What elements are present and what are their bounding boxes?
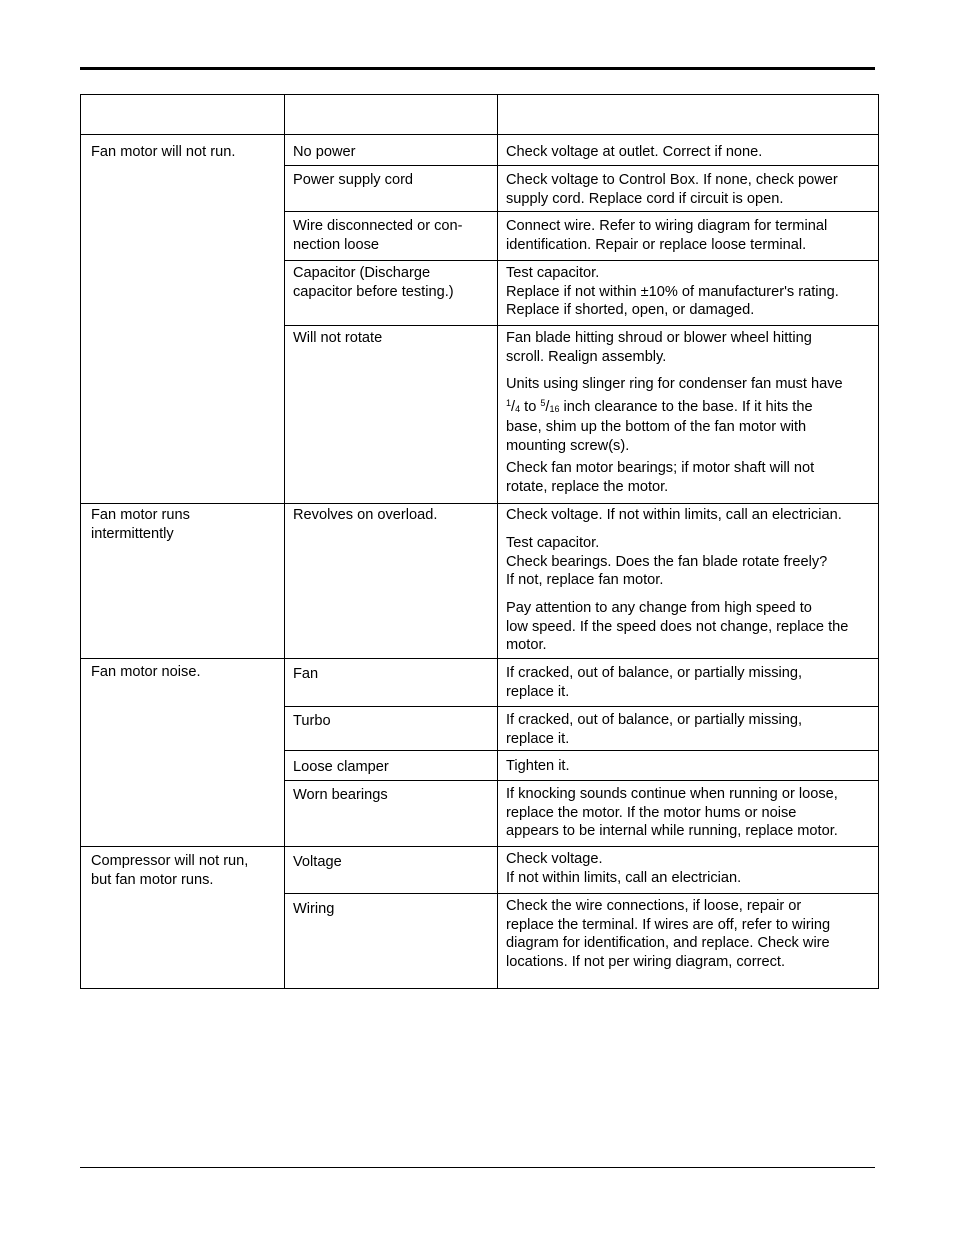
action-text: identification. Repair or replace loose terminal. [506,236,807,253]
action-text: replace it. [506,730,570,747]
action-cell [506,171,838,208]
action-text: replace the terminal. If wires are off, refer to wiring [506,916,831,933]
troubleshooting-table [80,94,879,989]
action-cell [506,375,843,455]
action-text: If not, replace fan motor. [506,572,664,589]
action-cell [506,711,802,748]
action-text: low speed. If the speed does not change, replace the [506,618,849,635]
sub-row-divider [285,165,878,166]
action-cell [506,757,570,776]
problem-text: but fan motor runs. [91,871,214,888]
action-text: Check bearings. Does the fan blade rotate freely? [506,553,828,570]
fraction-numerator: 1 [506,397,512,408]
cause-cell [293,665,318,684]
action-text: Pay attention to any change from high speed to [506,600,812,616]
sub-row-divider [285,893,878,894]
cause-cell [293,712,331,731]
action-text: diagram for identification, and replace. Check wire [506,935,830,952]
action-cell [506,329,812,366]
action-text: inch clearance to the base. If it hits the [559,398,813,415]
action-cell [506,143,762,162]
bottom-rule [80,1167,875,1168]
action-text: replace the motor. If the motor hums or noise [506,804,797,821]
problem-cell [91,663,201,682]
fraction-numerator: 5 [540,397,546,408]
action-text: scroll. Realign assembly. [506,348,667,365]
action-text: to [520,398,541,415]
cause-text: Wiring [293,901,335,917]
action-text: Check voltage. If not within limits, call an electrician. [506,507,842,523]
action-text: Tighten it. [506,758,570,774]
cause-cell [293,143,355,162]
action-cell [506,217,827,254]
action-text: base, shim up the bottom of the fan motor with [506,419,807,436]
action-text: rotate, replace the motor. [506,478,669,495]
column-divider [284,95,285,988]
action-text: Replace if not within ±10% of manufacturer's rating. [506,283,839,300]
cause-text: Will not rotate [293,330,383,346]
problem-text: intermittently [91,525,174,542]
action-text: Units using slinger ring for condenser fan must have [506,376,843,392]
problem-cell [91,506,190,543]
action-cell [506,785,838,841]
sub-row-divider [285,706,878,707]
problem-text: Fan motor will not run. [91,144,236,160]
fraction-denominator: 4 [515,403,521,414]
action-cell [506,897,830,971]
cause-cell [293,264,454,301]
cause-text: Voltage [293,854,342,870]
row-divider [81,658,878,659]
cause-text: capacitor before testing.) [293,283,454,300]
action-text: appears to be internal while running, replace motor. [506,823,838,840]
cause-text: Turbo [293,713,331,729]
cause-cell [293,900,334,919]
cause-text: Power supply cord [293,172,414,188]
cause-cell [293,217,463,254]
action-cell [506,850,741,887]
sub-row-divider [285,750,878,751]
action-text: mounting screw(s). [506,437,630,454]
action-text: If cracked, out of balance, or partially missing, [506,712,803,728]
action-text: replace it. [506,683,570,700]
action-text: Check the wire connections, if loose, repair or [506,898,802,914]
action-cell [506,264,839,320]
action-cell [506,506,842,525]
action-cell [506,534,827,590]
cause-cell [293,853,342,872]
sub-row-divider [285,211,878,212]
action-text: Check voltage to Control Box. If none, check power [506,172,838,188]
cause-cell [293,329,382,348]
action-text: motor. [506,637,547,654]
action-text: supply cord. Replace cord if circuit is open. [506,190,784,207]
cause-text: Capacitor (Discharge [293,265,431,281]
action-text: $^1$/4 to $^5$/16 inch clearance to the base. If it hits the [506,397,813,415]
row-divider [81,846,878,847]
cause-cell [293,786,388,805]
problem-text: Fan motor noise. [91,664,201,680]
row-divider [81,134,878,135]
action-cell [506,664,802,701]
cause-cell [293,758,389,777]
action-text: Check fan motor bearings; if motor shaft will not [506,460,815,476]
cause-text: nection loose [293,236,380,253]
action-text: If not within limits, call an electrician. [506,869,742,886]
action-text: If knocking sounds continue when running or loose, [506,786,838,802]
problem-text: Compressor will not run, [91,853,249,869]
action-text: Connect wire. Refer to wiring diagram for terminal [506,218,828,234]
cause-text: Fan [293,666,319,682]
action-text: Test capacitor. [506,265,600,281]
action-text: Test capacitor. [506,535,600,551]
sub-row-divider [285,780,878,781]
sub-row-divider [285,260,878,261]
cause-text: No power [293,144,356,160]
column-divider [497,95,498,988]
cause-text: Revolves on overload. [293,507,438,523]
problem-cell [91,852,248,889]
row-divider [81,503,878,504]
problem-text: Fan motor runs [91,507,190,523]
fraction-denominator: 16 [549,403,560,414]
action-text: Replace if shorted, open, or damaged. [506,302,755,319]
cause-text: Worn bearings [293,787,388,803]
cause-text: Loose clamper [293,759,389,775]
action-cell [506,459,814,496]
action-text: Check voltage. [506,851,603,867]
action-text: If cracked, out of balance, or partially missing, [506,665,803,681]
cause-cell [293,171,413,190]
action-text: Fan blade hitting shroud or blower wheel hitting [506,330,812,346]
action-text: Check voltage at outlet. Correct if none. [506,144,763,160]
cause-text: Wire disconnected or con- [293,218,463,234]
problem-cell [91,143,235,162]
top-rule [80,67,875,70]
cause-cell [293,506,437,525]
sub-row-divider [285,325,878,326]
action-text: locations. If not per wiring diagram, correct. [506,953,786,970]
action-cell [506,599,848,655]
